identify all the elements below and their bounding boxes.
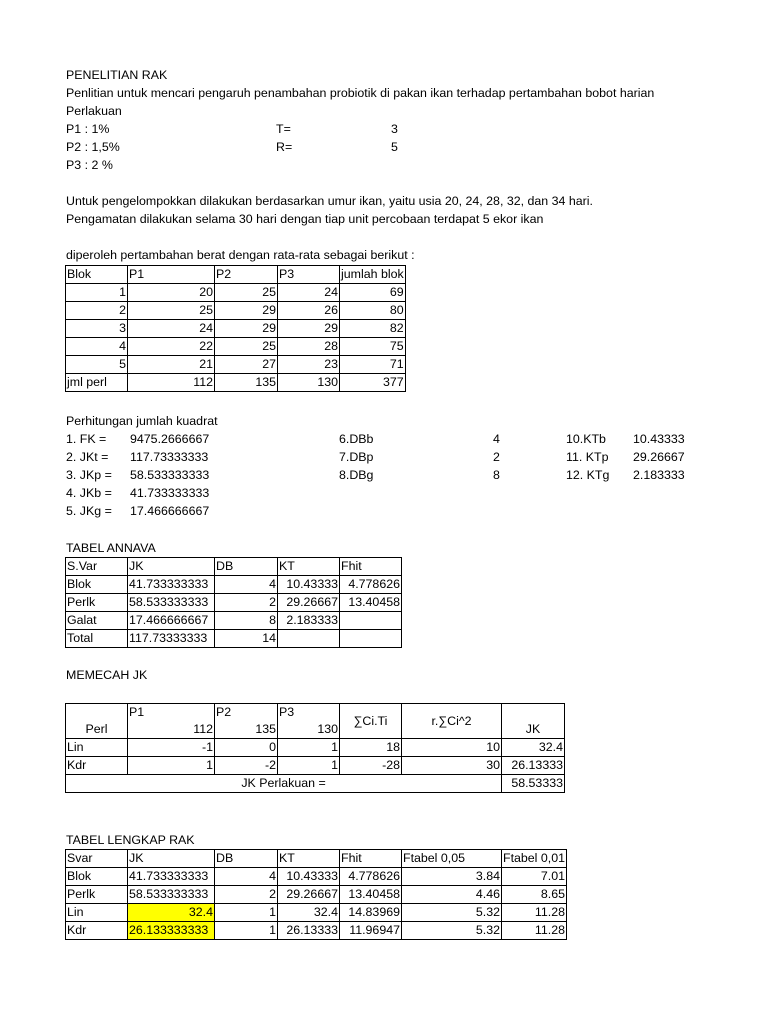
table-cell: 22	[128, 338, 215, 356]
perl-label: Perl	[66, 704, 128, 739]
table-cell: 30	[402, 757, 502, 775]
table-cell: 4.46	[402, 886, 502, 904]
table-cell: 4.778626	[340, 868, 402, 886]
treatment-p3: P3 : 2 %	[66, 158, 113, 172]
calc-label: 2. JKt =	[66, 450, 109, 464]
header-cell: Ftabel 0,01	[502, 850, 567, 868]
table-row	[66, 576, 402, 594]
table-row	[66, 612, 402, 630]
table-cell: 25	[215, 338, 278, 356]
research-description: Penlitian untuk mencari pengaruh penambahan probiotik di pakan ikan terhadap pertambahan bobot harian	[66, 86, 655, 100]
header-cell: Blok	[66, 266, 128, 284]
header-cell: P2	[215, 266, 278, 284]
calc-label: 10.KTb	[566, 432, 606, 446]
table-cell: -1	[128, 739, 215, 757]
calc-value: 2	[493, 450, 500, 464]
header-cell: DB	[215, 558, 278, 576]
table-cell: 58.533333333	[128, 594, 215, 612]
table-cell: 29	[215, 302, 278, 320]
table-cell: 117.73333333	[128, 630, 215, 648]
table-cell: 69	[340, 284, 406, 302]
table-cell: 5.32	[402, 904, 502, 922]
header-cell: P1	[128, 266, 215, 284]
table-cell: 1	[215, 904, 278, 922]
grouping-text: Untuk pengelompokkan dilakukan berdasarkan umur ikan, yaitu usia 20, 24, 28, 32, dan 34 hari.	[66, 194, 593, 208]
lengkap-header	[66, 850, 567, 868]
table-cell: 27	[215, 356, 278, 374]
calc-value: 2.183333	[633, 468, 685, 482]
header-cell: Fhit	[340, 850, 402, 868]
table-cell: Kdr	[66, 757, 128, 775]
calc-label: 3. JKp =	[66, 468, 112, 482]
table-cell: 10.43333	[278, 576, 340, 594]
jk-perlakuan-value: 58.53333	[502, 775, 565, 793]
treatment-p1: P1 : 1%	[66, 122, 110, 136]
table-cell: 1	[215, 922, 278, 940]
calc-label: 1. FK =	[66, 432, 107, 446]
table-cell: Blok	[66, 868, 128, 886]
table-cell: 7.01	[502, 868, 567, 886]
doc-title: PENELITIAN RAK	[66, 68, 168, 82]
table-cell: Lin	[66, 904, 128, 922]
rci2-header: r.∑Ci^2	[402, 704, 502, 739]
calc-value: 9475.2666667	[130, 432, 210, 446]
table-cell: 29	[278, 320, 340, 338]
calc-label: 6.DBb	[339, 432, 374, 446]
data-table	[65, 265, 406, 392]
table-cell: 24	[278, 284, 340, 302]
table-row	[66, 886, 567, 904]
memecah-table	[65, 703, 565, 793]
p-header: P2	[215, 704, 278, 722]
table-cell: 26	[278, 302, 340, 320]
table-cell: 18	[340, 739, 402, 757]
p-total: 112	[128, 721, 215, 739]
highlighted-cell: 26.133333333	[128, 922, 215, 940]
calc-label: 11. KTp	[566, 450, 609, 464]
table-row-total	[66, 374, 406, 392]
table-row	[66, 284, 406, 302]
header-cell: Fhit	[340, 558, 402, 576]
calc-label: 5. JKg =	[66, 504, 112, 518]
table-cell: 14.83969	[340, 904, 402, 922]
table-cell	[278, 630, 340, 648]
calc-value: 4	[493, 432, 500, 446]
calc-value: 58.533333333	[130, 468, 210, 482]
table-cell: -28	[340, 757, 402, 775]
p-header: P1	[128, 704, 215, 722]
table-cell: 8	[215, 612, 278, 630]
table-cell: 24	[128, 320, 215, 338]
calc-label: 8.DBg	[339, 468, 374, 482]
t-value: 3	[391, 122, 398, 136]
memecah-title: MEMECAH JK	[66, 668, 148, 682]
calc-value: 117.73333333	[130, 450, 209, 464]
table-row	[66, 904, 567, 922]
data-table-header	[66, 266, 406, 284]
table-row	[66, 594, 402, 612]
r-value: 5	[391, 140, 398, 154]
calc-value: 17.466666667	[130, 504, 210, 518]
header-cell: KT	[278, 558, 340, 576]
table-cell: 0	[215, 739, 278, 757]
table-cell: 41.733333333	[128, 576, 215, 594]
table-cell: -2	[215, 757, 278, 775]
table-cell: Blok	[66, 576, 128, 594]
table-cell: 3.84	[402, 868, 502, 886]
table-cell: 13.40458	[340, 886, 402, 904]
table-cell: 82	[340, 320, 406, 338]
table-cell: 4.778626	[340, 576, 402, 594]
header-cell: jumlah blok	[340, 266, 406, 284]
table-cell: 23	[278, 356, 340, 374]
table-cell: 1	[66, 284, 128, 302]
table-cell: 4	[215, 868, 278, 886]
p-total: 135	[215, 721, 278, 739]
table-cell: 32.4	[502, 739, 565, 757]
table-row	[66, 739, 565, 757]
header-cell: Svar	[66, 850, 128, 868]
table-cell: Perlk	[66, 886, 128, 904]
jk-perlakuan-label: JK Perlakuan =	[66, 775, 502, 793]
table-cell: 28	[278, 338, 340, 356]
calc-value: 29.26667	[633, 450, 685, 464]
table-cell: 5.32	[402, 922, 502, 940]
table-cell	[340, 612, 402, 630]
table-cell: 29.26667	[278, 594, 340, 612]
table-cell: 14	[215, 630, 278, 648]
table-cell: Lin	[66, 739, 128, 757]
treatment-p2: P2 : 1,5%	[66, 140, 120, 154]
table-cell: 17.466666667	[128, 612, 215, 630]
highlighted-cell: 32.4	[128, 904, 215, 922]
table-cell: 130	[278, 374, 340, 392]
table-row	[66, 338, 406, 356]
table-row	[66, 630, 402, 648]
table-cell: 377	[340, 374, 406, 392]
t-label: T=	[276, 122, 291, 136]
table-row	[66, 922, 567, 940]
result-intro: diperoleh pertambahan berat dengan rata-rata sebagai berikut :	[66, 248, 415, 262]
table-cell: 1	[278, 757, 340, 775]
table-cell: 80	[340, 302, 406, 320]
table-cell: 1	[278, 739, 340, 757]
header-cell: DB	[215, 850, 278, 868]
header-cell: KT	[278, 850, 340, 868]
table-cell: 32.4	[278, 904, 340, 922]
calc-label: 12. KTg	[566, 468, 610, 482]
calc-title: Perhitungan jumlah kuadrat	[66, 414, 218, 428]
table-row	[66, 356, 406, 374]
anova-table	[65, 557, 402, 648]
table-cell: 71	[340, 356, 406, 374]
table-cell: Galat	[66, 612, 128, 630]
table-cell: 29.26667	[278, 886, 340, 904]
observation-text: Pengamatan dilakukan selama 30 hari dengan tiap unit percobaan terdapat 5 ekor ikan	[66, 212, 544, 226]
table-cell: 8.65	[502, 886, 567, 904]
header-cell: P3	[278, 266, 340, 284]
perlakuan-label: Perlakuan	[66, 104, 122, 118]
table-row	[66, 302, 406, 320]
header-cell: JK	[128, 558, 215, 576]
table-cell: 25	[215, 284, 278, 302]
table-row	[66, 868, 567, 886]
calc-label: 4. JKb =	[66, 486, 112, 500]
table-cell: 13.40458	[340, 594, 402, 612]
table-cell: jml perl	[66, 374, 128, 392]
table-cell: Total	[66, 630, 128, 648]
table-cell: Perlk	[66, 594, 128, 612]
jk-header: JK	[502, 704, 565, 739]
calc-label: 7.DBp	[339, 450, 374, 464]
header-cell: JK	[128, 850, 215, 868]
header-cell: S.Var	[66, 558, 128, 576]
table-cell: 11.96947	[340, 922, 402, 940]
jk-perlakuan-row	[66, 775, 565, 793]
table-cell: 29	[215, 320, 278, 338]
p-total: 130	[278, 721, 340, 739]
table-cell: 4	[66, 338, 128, 356]
table-cell: 2	[66, 302, 128, 320]
table-cell	[340, 630, 402, 648]
table-cell: 25	[128, 302, 215, 320]
r-label: R=	[276, 140, 293, 154]
lengkap-table	[65, 849, 567, 940]
table-cell: 75	[340, 338, 406, 356]
calc-value: 41.733333333	[130, 486, 210, 500]
citi-header: ∑Ci.Ti	[340, 704, 402, 739]
table-cell: 26.13333	[278, 922, 340, 940]
table-row	[66, 320, 406, 338]
table-cell: 3	[66, 320, 128, 338]
table-cell: 11.28	[502, 904, 567, 922]
table-cell: 135	[215, 374, 278, 392]
table-cell: 58.533333333	[128, 886, 215, 904]
table-cell: 4	[215, 576, 278, 594]
memecah-header-top	[66, 704, 565, 722]
table-cell: 10	[402, 739, 502, 757]
table-cell: 11.28	[502, 922, 567, 940]
table-cell: 112	[128, 374, 215, 392]
anova-header	[66, 558, 402, 576]
table-cell: 20	[128, 284, 215, 302]
anova-title: TABEL ANNAVA	[66, 541, 156, 555]
p-header: P3	[278, 704, 340, 722]
table-cell: Kdr	[66, 922, 128, 940]
table-cell: 10.43333	[278, 868, 340, 886]
table-cell: 2.183333	[278, 612, 340, 630]
header-cell: Ftabel 0,05	[402, 850, 502, 868]
table-cell: 2	[215, 886, 278, 904]
calc-value: 10.43333	[633, 432, 685, 446]
table-row	[66, 757, 565, 775]
calc-value: 8	[493, 468, 500, 482]
table-cell: 1	[128, 757, 215, 775]
table-cell: 5	[66, 356, 128, 374]
lengkap-title: TABEL LENGKAP RAK	[66, 833, 195, 847]
table-cell: 41.733333333	[128, 868, 215, 886]
table-cell: 2	[215, 594, 278, 612]
table-cell: 21	[128, 356, 215, 374]
table-cell: 26.13333	[502, 757, 565, 775]
